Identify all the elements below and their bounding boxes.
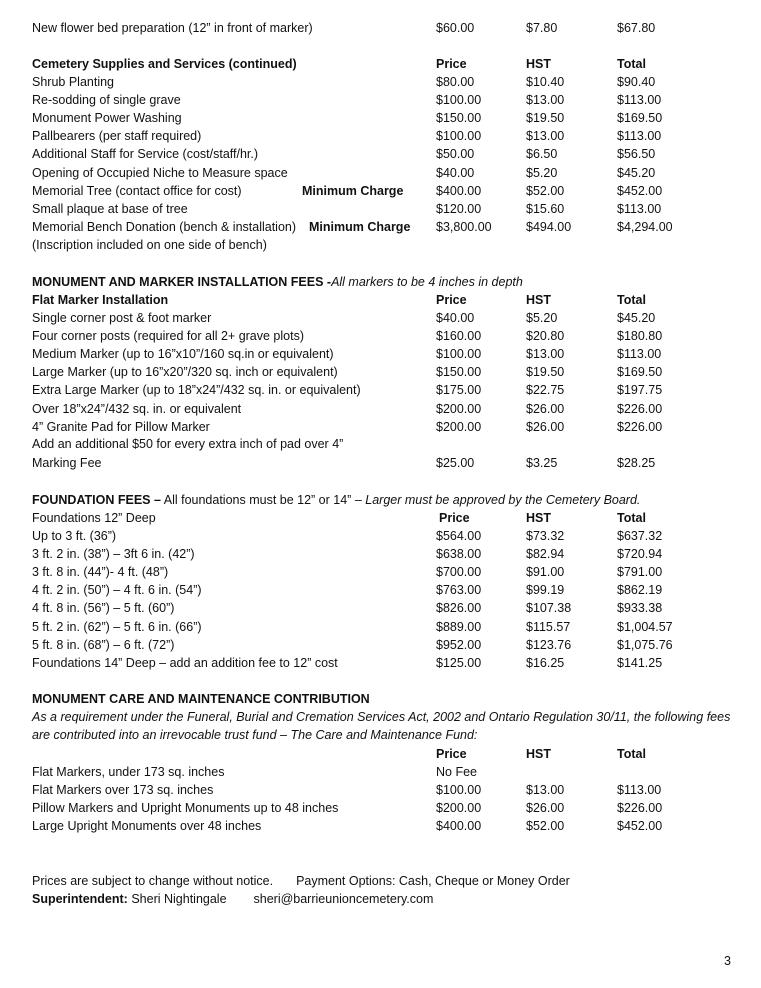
- extra-pad-note: Add an additional $50 for every extra inch of pad over 4”: [32, 437, 344, 451]
- fee-label: Opening of Occupied Niche to Measure space: [32, 165, 288, 180]
- col-header-hst: HST: [526, 747, 551, 761]
- minimum-charge-note: Minimum Charge: [302, 183, 404, 198]
- fee-price: $80.00: [436, 75, 475, 89]
- fee-total: $4,294.00: [617, 219, 673, 234]
- fee-price: $200.00: [436, 401, 482, 416]
- fee-hst: $73.32: [526, 529, 565, 543]
- fee-total: $452.00: [617, 819, 663, 834]
- fee-price: $175.00: [436, 383, 482, 398]
- sub-header: Flat Marker Installation: [32, 293, 169, 307]
- fee-hst: $16.25: [526, 655, 565, 670]
- fee-total: $113.00: [617, 93, 662, 108]
- fee-row: [32, 599, 732, 617]
- fee-hst: $5.20: [526, 311, 558, 325]
- fee-total: $113.00: [617, 201, 662, 216]
- fee-price: $150.00: [436, 111, 482, 126]
- fee-row: [32, 654, 732, 672]
- fee-total: $1,075.76: [617, 637, 673, 652]
- col-header-hst: HST: [526, 511, 551, 525]
- supplies-header: [32, 55, 732, 73]
- footer-contact-row: [32, 890, 433, 908]
- section-desc-italic: Larger must be approved by the Cemetery Board.: [365, 493, 641, 507]
- monument-title-row: [32, 273, 732, 291]
- col-header-total: Total: [617, 293, 646, 307]
- marking-fee-row: [32, 454, 732, 472]
- fee-row: [32, 418, 732, 436]
- fee-total: $113.00: [617, 129, 662, 144]
- fee-total: $113.00: [617, 347, 662, 362]
- fee-row: [32, 200, 732, 218]
- fee-row: [32, 218, 732, 236]
- fee-label: Flat Markers, under 173 sq. inches: [32, 765, 225, 779]
- fee-label: Flat Markers over 173 sq. inches: [32, 783, 214, 798]
- fee-label: Over 18”x24”/432 sq. in. or equivalent: [32, 401, 242, 416]
- fee-row: [32, 345, 732, 363]
- fee-label: Large Marker (up to 16”x20”/320 sq. inch or equivalent): [32, 365, 338, 380]
- fee-row: [32, 581, 732, 599]
- section-desc: are contributed into an irrevocable trust fund – The Care and Maintenance Fund:: [32, 728, 478, 742]
- fee-price: $200.00: [436, 419, 482, 434]
- fee-hst: $5.20: [526, 165, 558, 180]
- fee-total: $720.94: [617, 547, 663, 562]
- section-desc: As a requirement under the Funeral, Burial and Cremation Services Act, 2002 and Ontario Regulation 30/11, the following fees: [32, 710, 731, 724]
- fee-total: $862.19: [617, 583, 663, 598]
- fee-row: [32, 545, 732, 563]
- fee-row: [32, 618, 732, 636]
- fee-hst: $13.00: [526, 93, 565, 108]
- fee-label: 3 ft. 2 in. (38”) – 3ft 6 in. (42”): [32, 547, 195, 562]
- fee-label: Single corner post & foot marker: [32, 311, 212, 325]
- fee-total: $45.20: [617, 165, 656, 180]
- price-change-notice: Prices are subject to change without notice.: [32, 874, 274, 888]
- fee-label: Extra Large Marker (up to 18”x24”/432 sq. in. or equivalent): [32, 383, 361, 398]
- fee-price: $60.00: [436, 21, 475, 35]
- fee-row: [32, 309, 732, 327]
- extra-pad-note-row: [32, 435, 732, 453]
- fee-total: $226.00: [617, 801, 663, 816]
- care-title-row: [32, 690, 732, 708]
- fee-label: Re-sodding of single grave: [32, 93, 181, 108]
- fee-price: $700.00: [436, 565, 482, 580]
- fee-total: $637.32: [617, 529, 663, 543]
- fee-row: [32, 763, 732, 781]
- fee-hst: $6.50: [526, 147, 558, 162]
- fee-hst: $20.80: [526, 329, 565, 344]
- fee-row: [32, 527, 732, 545]
- fee-total: $933.38: [617, 601, 663, 616]
- fee-row: [32, 381, 732, 399]
- fee-price: No Fee: [436, 765, 477, 779]
- fee-total: $197.75: [617, 383, 663, 398]
- fee-label: Up to 3 ft. (36”): [32, 529, 117, 543]
- fee-row: [32, 799, 732, 817]
- foundation-header: [32, 509, 732, 527]
- col-header-total: Total: [617, 747, 646, 761]
- fee-price: $40.00: [436, 311, 475, 325]
- col-header-price: Price: [436, 747, 467, 761]
- fee-price: $160.00: [436, 329, 482, 344]
- fee-total: $141.25: [617, 655, 663, 670]
- fee-label: Shrub Planting: [32, 75, 115, 89]
- fee-hst: $82.94: [526, 547, 565, 562]
- fee-row: [32, 327, 732, 345]
- fee-total: $791.00: [617, 565, 663, 580]
- fee-row: [32, 109, 732, 127]
- fee-hst: $3.25: [526, 456, 558, 470]
- fee-hst: $7.80: [526, 21, 558, 35]
- fee-price: $50.00: [436, 147, 475, 162]
- sub-header: Foundations 12” Deep: [32, 511, 156, 525]
- fee-hst: $123.76: [526, 637, 572, 652]
- fee-label: Monument Power Washing: [32, 111, 182, 126]
- fee-hst: $52.00: [526, 819, 565, 834]
- fee-label: Marking Fee: [32, 456, 102, 470]
- fee-label: Large Upright Monuments over 48 inches: [32, 819, 262, 834]
- superintendent-label: Superintendent:: [32, 892, 128, 906]
- fee-total: $1,004.57: [617, 619, 673, 634]
- fee-hst: $26.00: [526, 419, 565, 434]
- fee-price: $150.00: [436, 365, 482, 380]
- fee-price: $120.00: [436, 201, 482, 216]
- fee-total: $169.50: [617, 111, 663, 126]
- fee-label: 3 ft. 8 in. (44”)- 4 ft. (48”): [32, 565, 169, 580]
- fee-hst: $26.00: [526, 801, 565, 816]
- monument-header: [32, 291, 732, 309]
- superintendent-email: sheri@barrieunioncemetery.com: [253, 892, 434, 906]
- fee-hst: $10.40: [526, 75, 565, 89]
- fee-price: $763.00: [436, 583, 482, 598]
- section-subtitle: All markers to be 4 inches in depth: [331, 275, 523, 289]
- fee-label: Small plaque at base of tree: [32, 201, 188, 216]
- fee-row: [32, 363, 732, 381]
- fee-total: $169.50: [617, 365, 663, 380]
- footer-notice-row: [32, 872, 570, 890]
- fee-row: [32, 781, 732, 799]
- minimum-charge-note: Minimum Charge: [309, 219, 411, 234]
- col-header-total: Total: [617, 511, 646, 525]
- fee-hst: $13.00: [526, 347, 565, 362]
- col-header-price: Price: [436, 293, 467, 307]
- fee-row: [32, 182, 732, 200]
- care-header: [32, 745, 732, 763]
- fee-hst: $494.00: [526, 219, 572, 234]
- fee-price: $100.00: [436, 129, 482, 144]
- fee-price: $100.00: [436, 783, 482, 798]
- fee-label: 5 ft. 8 in. (68”) – 6 ft. (72”): [32, 637, 175, 652]
- fee-price: $400.00: [436, 819, 482, 834]
- fee-label: New flower bed preparation (12” in front of marker): [32, 21, 313, 35]
- fee-total: $226.00: [617, 401, 663, 416]
- fee-row: [32, 73, 732, 91]
- col-header-price: Price: [439, 511, 470, 525]
- fee-price: $40.00: [436, 165, 475, 180]
- fee-total: $28.25: [617, 456, 656, 470]
- section-title: Cemetery Supplies and Services (continued): [32, 57, 297, 71]
- fee-hst: $52.00: [526, 183, 565, 198]
- fee-label: Medium Marker (up to 16”x10”/160 sq.in or equivalent): [32, 347, 334, 362]
- section-desc: All foundations must be 12” or 14” –: [160, 493, 366, 507]
- fee-label: Additional Staff for Service (cost/staff/hr.): [32, 147, 259, 162]
- fee-row: [32, 127, 732, 145]
- fee-hst: $19.50: [526, 111, 565, 126]
- fee-row: [32, 164, 732, 182]
- fee-price: $100.00: [436, 93, 482, 108]
- fee-hst: $99.19: [526, 583, 565, 598]
- page-number: 3: [724, 954, 731, 968]
- fee-total: $45.20: [617, 311, 656, 325]
- fee-label: Foundations 14” Deep – add an addition fee to 12” cost: [32, 655, 338, 670]
- fee-price: $400.00: [436, 183, 482, 198]
- col-header-price: Price: [436, 57, 467, 71]
- fee-hst: $22.75: [526, 383, 565, 398]
- fee-label: Memorial Tree (contact office for cost): [32, 183, 242, 198]
- fee-label: 5 ft. 2 in. (62”) – 5 ft. 6 in. (66”): [32, 619, 202, 634]
- section-title: FOUNDATION FEES –: [32, 493, 161, 507]
- fee-total: $67.80: [617, 21, 656, 35]
- fee-price: $100.00: [436, 347, 482, 362]
- fee-row: [32, 91, 732, 109]
- top-fee-row: [32, 19, 732, 37]
- fee-price: $3,800.00: [436, 219, 492, 234]
- fee-hst: $91.00: [526, 565, 565, 580]
- fee-price: $952.00: [436, 637, 482, 652]
- fee-hst: $13.00: [526, 783, 565, 798]
- fee-total: $180.80: [617, 329, 663, 344]
- fee-hst: $26.00: [526, 401, 565, 416]
- section-title: MONUMENT AND MARKER INSTALLATION FEES: [32, 275, 324, 289]
- fee-price: $25.00: [436, 456, 475, 470]
- fee-total: $56.50: [617, 147, 656, 162]
- fee-price: $125.00: [436, 655, 482, 670]
- fee-price: $638.00: [436, 547, 482, 562]
- fee-total: $90.40: [617, 75, 656, 89]
- fee-hst: $19.50: [526, 365, 565, 380]
- payment-options: Payment Options: Cash, Cheque or Money Order: [296, 874, 570, 888]
- fee-hst: $13.00: [526, 129, 565, 144]
- fee-label: Pallbearers (per staff required): [32, 129, 202, 144]
- fee-label: 4 ft. 2 in. (50”) – 4 ft. 6 in. (54”): [32, 583, 202, 598]
- fee-hst: $15.60: [526, 201, 565, 216]
- fee-row: [32, 817, 732, 835]
- fee-total: $452.00: [617, 183, 663, 198]
- fee-price: $889.00: [436, 619, 482, 634]
- fee-label: Memorial Bench Donation (bench & installation): [32, 219, 297, 234]
- bench-note: (Inscription included on one side of bench): [32, 238, 267, 252]
- section-title: MONUMENT CARE AND MAINTENANCE CONTRIBUTION: [32, 692, 370, 706]
- col-header-hst: HST: [526, 293, 551, 307]
- fee-total: $226.00: [617, 419, 663, 434]
- superintendent-name: Sheri Nightingale: [131, 892, 227, 906]
- fee-hst: $115.57: [526, 619, 571, 634]
- title-separator: -: [323, 275, 332, 289]
- foundation-title-row: [32, 491, 732, 509]
- fee-label: 4 ft. 8 in. (56”) – 5 ft. (60”): [32, 601, 175, 616]
- care-desc-row-1: [32, 708, 732, 726]
- fee-price: $826.00: [436, 601, 482, 616]
- care-desc-row-2: [32, 726, 732, 744]
- fee-price: $200.00: [436, 801, 482, 816]
- fee-row: [32, 563, 732, 581]
- fee-label: 4” Granite Pad for Pillow Marker: [32, 419, 210, 434]
- fee-total: $113.00: [617, 783, 662, 798]
- col-header-hst: HST: [526, 57, 551, 71]
- fee-hst: $107.38: [526, 601, 572, 616]
- col-header-total: Total: [617, 57, 646, 71]
- bench-note-row: [32, 236, 732, 254]
- fee-row: [32, 636, 732, 654]
- fee-label: Four corner posts (required for all 2+ grave plots): [32, 329, 304, 344]
- fee-price: $564.00: [436, 529, 482, 543]
- fee-row: [32, 400, 732, 418]
- fee-row: [32, 145, 732, 163]
- fee-label: Pillow Markers and Upright Monuments up to 48 inches: [32, 801, 339, 816]
